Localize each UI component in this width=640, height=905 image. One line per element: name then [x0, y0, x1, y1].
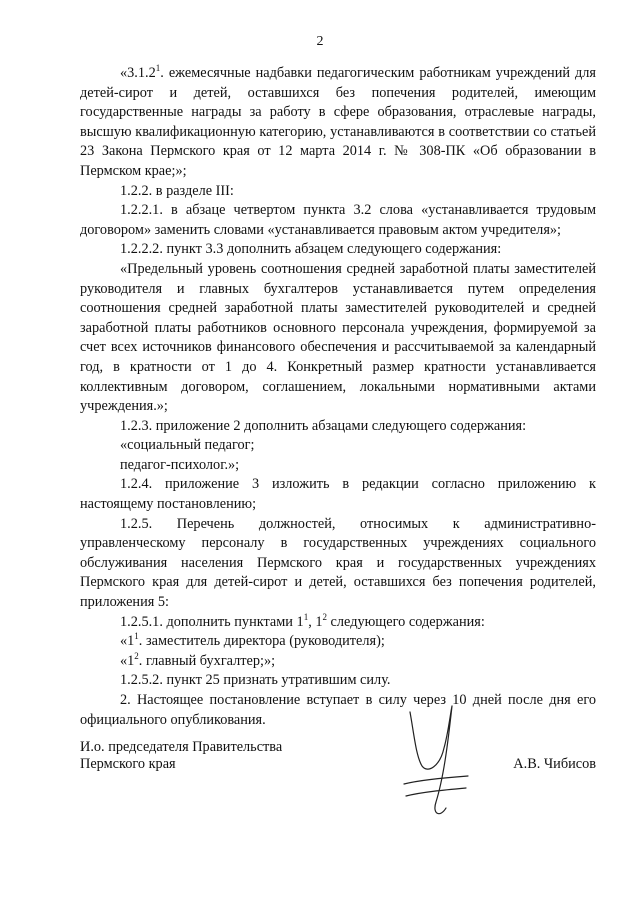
paragraph-pedagog-psycholog: педагог-психолог.»; [120, 456, 240, 473]
paragraph-1-2-3: 1.2.3. приложение 2 дополнить абзацами следующего содержания: [120, 417, 527, 434]
handwritten-signature [400, 704, 470, 824]
paragraph-1-2-4: 1.2.4. приложение 3 изложить в редакции согласно приложению к настоящему постановлению; [80, 476, 596, 513]
paragraph-deputy-director: «$1^1$. заместитель директора (руководителя); [120, 631, 385, 650]
signatory-title-line1: И.о. председателя Правительства [80, 739, 283, 755]
paragraph-1-2-2-2: 1.2.2.2. пункт 3.3 дополнить абзацем следующего содержания: [120, 241, 502, 258]
document-body [80, 64, 596, 730]
signatory-title-line2: Пермского края [80, 756, 176, 772]
paragraph-quoted-limit: «Предельный уровень соотношения средней заработной платы заместителей руководителя и главных бухгалтеров устанавливается путем определения соотношения средней заработной платы заместителей руководителей и средней заработной платы работников основного персонала учреждения, формируемой за счет всех источников финансового обеспечения и рассчитываемой за календарный год, в кратности от 1 до 4. Конкретный размер кратности устанавливается коллективным договором, соглашением, локальными нормативными актами учреждения.»; [80, 260, 596, 415]
paragraph-1-2-2-1: 1.2.2.1. в абзаце четвертом пункта 3.2 слова «устанавливается трудовым договором» заменить словами «устанавливается правовым актом учредителя»; [80, 202, 596, 238]
paragraph-effective-date: 2. Настоящее постановление вступает в силу через 10 дней после дня его официального опубликования. [80, 692, 596, 728]
page-number: 2 [316, 34, 324, 49]
paragraph-social-pedagog: «социальный педагог; [120, 437, 255, 454]
paragraph-1-2-5-1: 1.2.5.1. дополнить пунктами $1^1$, $1^2$ следующего содержания: [120, 611, 485, 630]
paragraph-1-2-2: 1.2.2. в разделе III: [120, 182, 234, 199]
signatory-name: А.В. Чибисов [513, 756, 596, 772]
paragraph-chief-accountant: «$1^2$. главный бухгалтер;»; [120, 651, 276, 669]
paragraph-1-2-5-2: 1.2.5.2. пункт 25 признать утратившим силу. [120, 672, 391, 689]
paragraph-1-2-5: 1.2.5. Перечень должностей, относимых к административно-управленческому персоналу в государственных учреждениях социального обслуживания населения Пермского края и государственных учреждениях Пермского края для детей-сирот и детей, оставшихся без попечения родителей, приложения 5: [80, 515, 596, 611]
signatory-title [80, 739, 282, 773]
paragraph-3-1-2-1: «3.1.2$^1$. ежемесячные надбавки педагогическим работникам учреждений для детей-сирот и детей, оставшихся без попечения родителей, имеющим государственные награды за работу в сфере образования, отраслевые награды, высшую квалификационную категорию, устанавливаются в соответствии со статьей 23 Закона Пермского края от 12 марта 2014 г. № 308-ПК «Об образовании в Пермском крае;»; [80, 63, 596, 179]
